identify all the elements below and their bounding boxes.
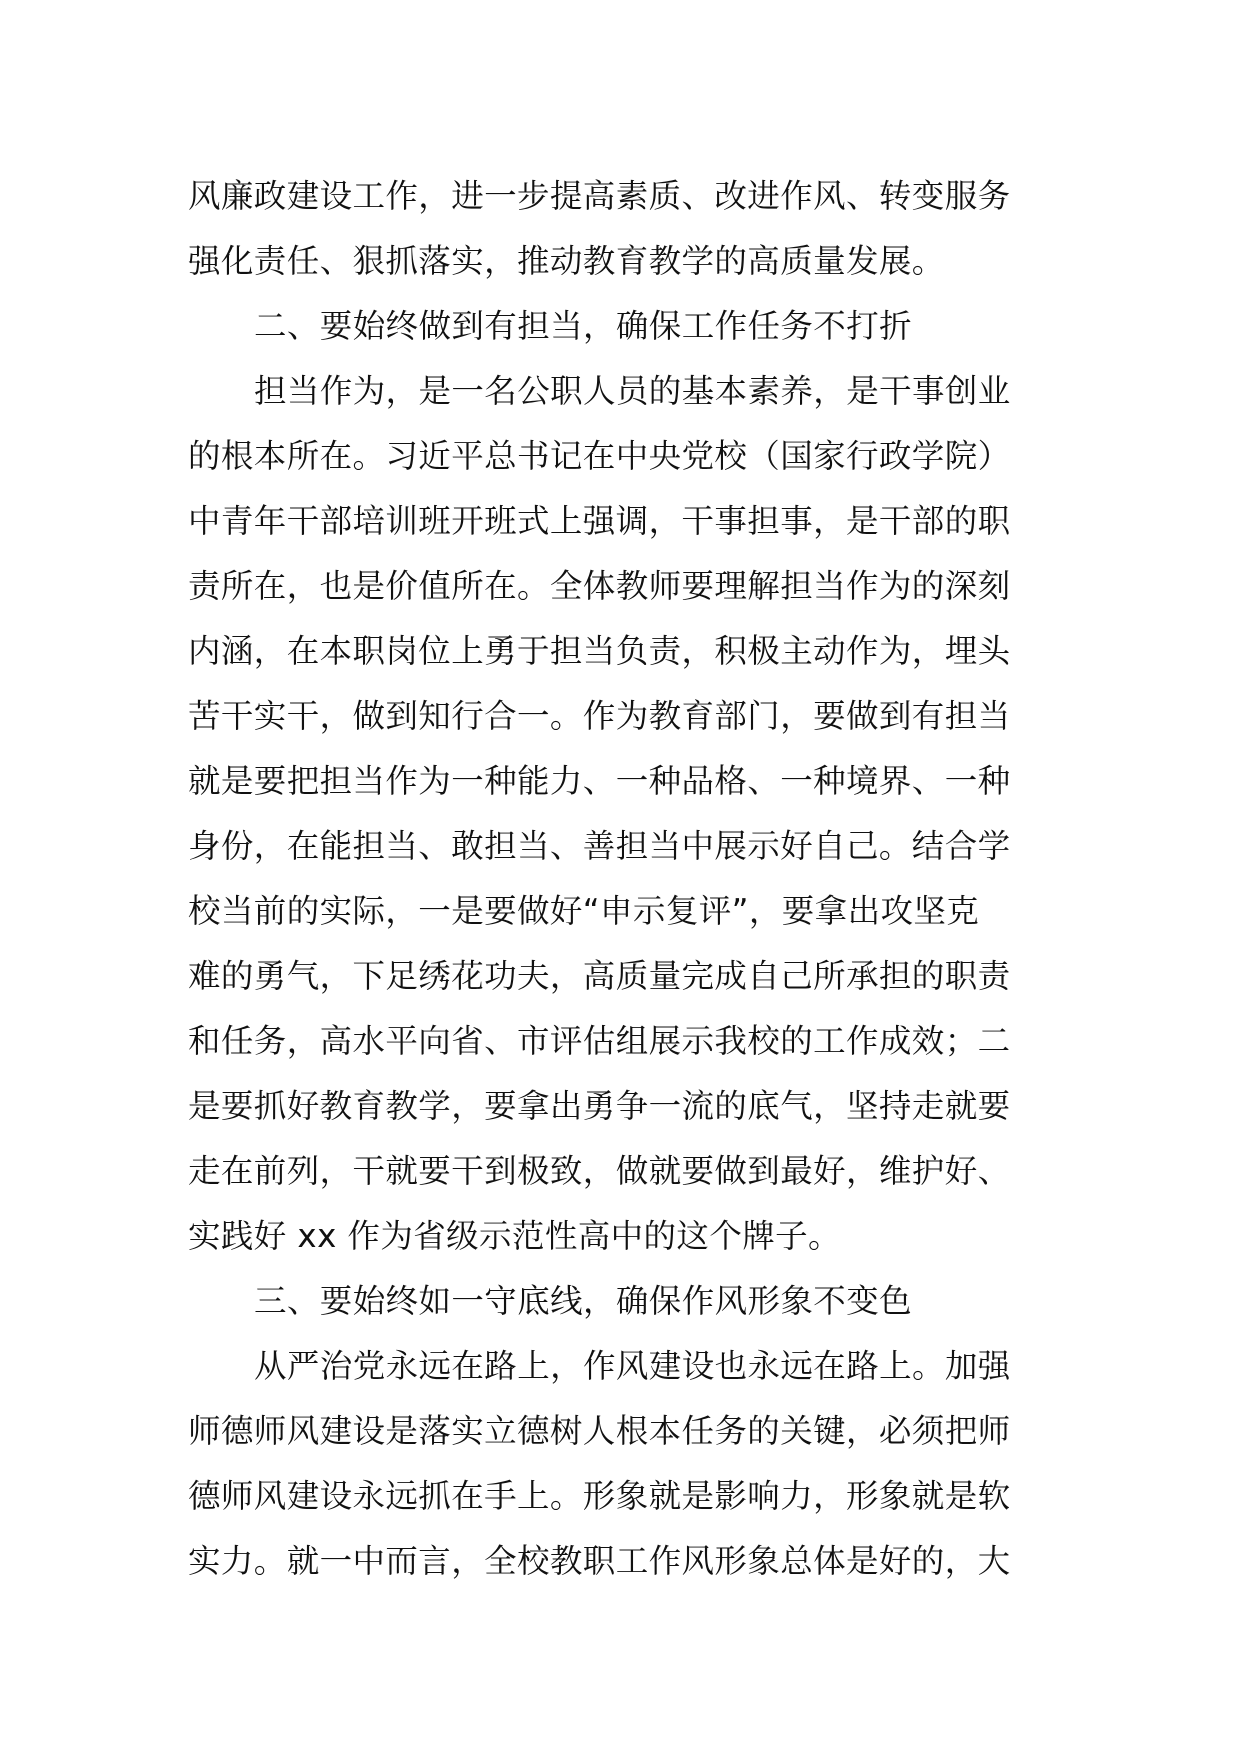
body-line: 的根本所在。习近平总书记在中央党校（国家行政学院） (188, 437, 1011, 475)
body-line: 风廉政建设工作，进一步提高素质、改进作风、转变服务 (188, 177, 1011, 215)
section-heading: 二、要始终做到有担当，确保工作任务不打折 (254, 307, 913, 345)
body-line: 走在前列，干就要干到极致，做就要做到最好，维护好、 (188, 1152, 1011, 1190)
body-line: 身份，在能担当、敢担当、善担当中展示好自己。结合学 (188, 827, 1011, 865)
section-heading: 三、要始终如一守底线，确保作风形象不变色 (254, 1282, 913, 1320)
body-line: 实力。就一中而言，全校教职工作风形象总体是好的，大 (188, 1542, 1011, 1580)
paragraph-first-line: 担当作为，是一名公职人员的基本素养，是干事创业 (254, 372, 1011, 410)
body-line: 中青年干部培训班开班式上强调，干事担事，是干部的职 (188, 502, 1011, 540)
body-line: 是要抓好教育教学，要拿出勇争一流的底气，坚持走就要 (188, 1087, 1011, 1125)
body-line: 校当前的实际，一是要做好“申示复评”，要拿出攻坚克 (188, 892, 980, 930)
body-line: 和任务，高水平向省、市评估组展示我校的工作成效；二 (188, 1022, 1011, 1060)
body-line: 德师风建设永远抓在手上。形象就是影响力，形象就是软 (188, 1477, 1011, 1515)
body-line: 师德师风建设是落实立德树人根本任务的关键，必须把师 (188, 1412, 1011, 1450)
body-line: 内涵，在本职岗位上勇于担当负责，积极主动作为，埋头 (188, 632, 1011, 670)
body-line: 就是要把担当作为一种能力、一种品格、一种境界、一种 (188, 762, 1011, 800)
body-line: 苦干实干，做到知行合一。作为教育部门，要做到有担当 (188, 697, 1011, 735)
body-line: 难的勇气，下足绣花功夫，高质量完成自己所承担的职责 (188, 957, 1011, 995)
paragraph-first-line: 从严治党永远在路上，作风建设也永远在路上。加强 (254, 1347, 1011, 1385)
body-line: 实践好 xx 作为省级示范性高中的这个牌子。 (188, 1217, 841, 1255)
body-line: 强化责任、狠抓落实，推动教育教学的高质量发展。 (188, 242, 945, 280)
body-line: 责所在，也是价值所在。全体教师要理解担当作为的深刻 (188, 567, 1011, 605)
document-body (188, 164, 1060, 1594)
